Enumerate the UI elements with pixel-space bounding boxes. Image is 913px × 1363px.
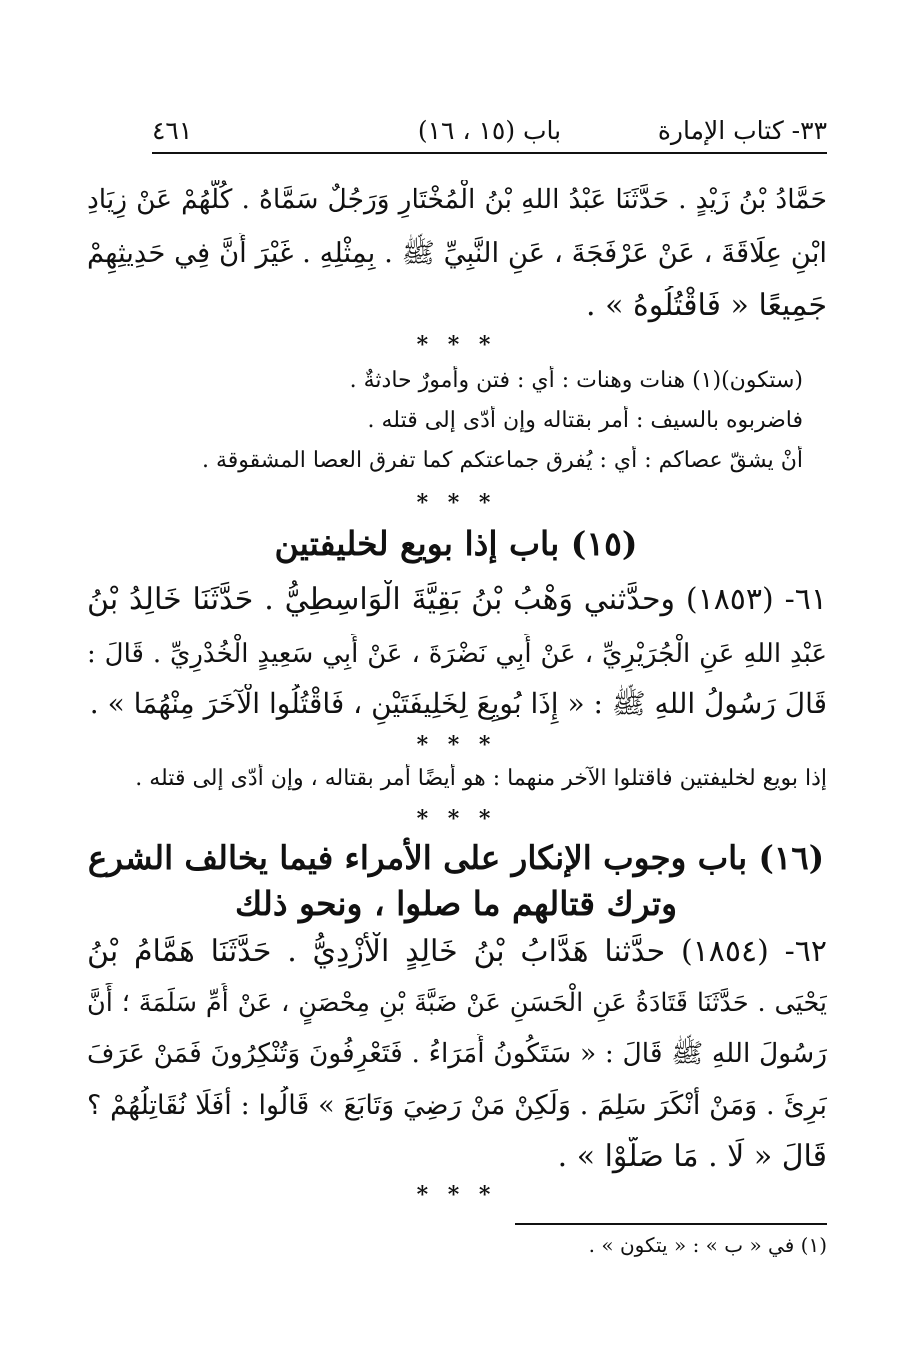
gloss-line: فاضربوه بالسيف : أمر بقتاله وإن أدّى إلى قتله . bbox=[367, 408, 803, 433]
hadith-line: قَالَ « لَا . مَا صَلَّوْا » . bbox=[557, 1139, 827, 1174]
hadith-line: بَرِئَ . وَمَنْ أَنْكَرَ سَلِمَ . وَلَكِنْ مَنْ رَضِيَ وَتَابَعَ » قَالُوا : أَفَلَا نُقَاتِلُهُمْ ؟ bbox=[87, 1090, 827, 1121]
hadith-line: رَسُولَ اللهِ ﷺ قَالَ : « سَتَكُونُ أُمَرَاءُ . فَتَعْرِفُونَ وَتُنْكِرُونَ فَمَنْ عَرَفَ bbox=[87, 1038, 827, 1069]
gloss-line: (ستكون)(١) هنات وهنات : أي : فتن وأمورٌ حادثةٌ . bbox=[349, 368, 803, 393]
hadith-line: يَحْيَى . حَدَّثَنَا قَتَادَةُ عَنِ الْحَسَنِ عَنْ ضَبَّةَ بْنِ مِحْصَنٍ ، عَنْ أُمِّ سَلَمَةَ ؛ أَنَّ bbox=[87, 988, 827, 1018]
separator-stars: * * * bbox=[416, 806, 497, 832]
gloss-line: إذا بويع لخليفتين فاقتلوا الآخر منهما : هو أيضًا أمر بقتاله ، وإن أدّى إلى قتله . bbox=[135, 766, 827, 791]
separator-stars: * * * bbox=[416, 332, 497, 358]
footnote: (١) في « ب » : « يتكون » . bbox=[588, 1233, 827, 1257]
gloss-line: أنْ يشقّ عصاكم : أي : يُفرق جماعتكم كما تفرق العصا المشقوقة . bbox=[201, 448, 803, 473]
text-line: حَمَّادُ بْنُ زَيْدٍ . حَدَّثَنَا عَبْدُ اللهِ بْنُ الْمُخْتَارِ وَرَجُلٌ سَمَّاهُ . كُلُّهُمْ عَنْ زِيَادِ bbox=[87, 184, 827, 215]
hadith-line: عَبْدِ اللهِ عَنِ الْجُرَيْرِيِّ ، عَنْ أَبِي نَضْرَةَ ، عَنْ أَبِي سَعِيدٍ الْخُدْرِيِّ . قَالَ : bbox=[87, 639, 827, 669]
text-line: ابْنِ عِلَاقَةَ ، عَنْ عَرْفَجَةَ ، عَنِ النَّبِيِّ ﷺ . بِمِثْلِهِ . غَيْرَ أَنَّ فِي حَدِيثِهِمْ bbox=[87, 237, 827, 269]
hadith-line: ٦٢- (١٨٥٤) حدَّثنا هَدَّابُ بْنُ خَالِدٍ الْأَزْدِيُّ . حَدَّثَنَا هَمَّامُ بْنُ bbox=[87, 934, 827, 969]
hadith-line: ٦١- (١٨٥٣) وحدَّثني وَهْبُ بْنُ بَقِيَّةَ الْوَاسِطِيُّ . حَدَّثَنَا خَالِدُ بْنُ bbox=[87, 582, 827, 617]
chapter-heading-16-line2: وترك قتالهم ما صلوا ، ونحو ذلك bbox=[234, 884, 678, 923]
separator-stars: * * * bbox=[416, 732, 497, 758]
text-line: جَمِيعًا « فَاقْتُلُوهُ » . bbox=[586, 288, 827, 323]
separator-stars: * * * bbox=[416, 490, 497, 516]
running-header bbox=[152, 112, 827, 154]
chapter-heading-15: (١٥) باب إذا بويع لخليفتين bbox=[274, 524, 638, 563]
footnote-rule bbox=[515, 1223, 827, 1225]
section-range: باب (١٥ ، ١٦) bbox=[417, 116, 562, 145]
separator-stars: * * * bbox=[416, 1182, 497, 1208]
chapter-heading-16-line1: (١٦) باب وجوب الإنكار على الأمراء فيما يخالف الشرع bbox=[87, 838, 825, 877]
page-number: ٤٦١ bbox=[152, 116, 193, 145]
hadith-line: قَالَ رَسُولُ اللهِ ﷺ : « إِذَا بُويِعَ لِخَلِيفَتَيْنِ ، فَاقْتُلُوا الْآخَرَ مِنْهُمَا » . bbox=[89, 687, 827, 720]
chapter-title: ٣٣- كتاب الإمارة bbox=[657, 116, 827, 145]
